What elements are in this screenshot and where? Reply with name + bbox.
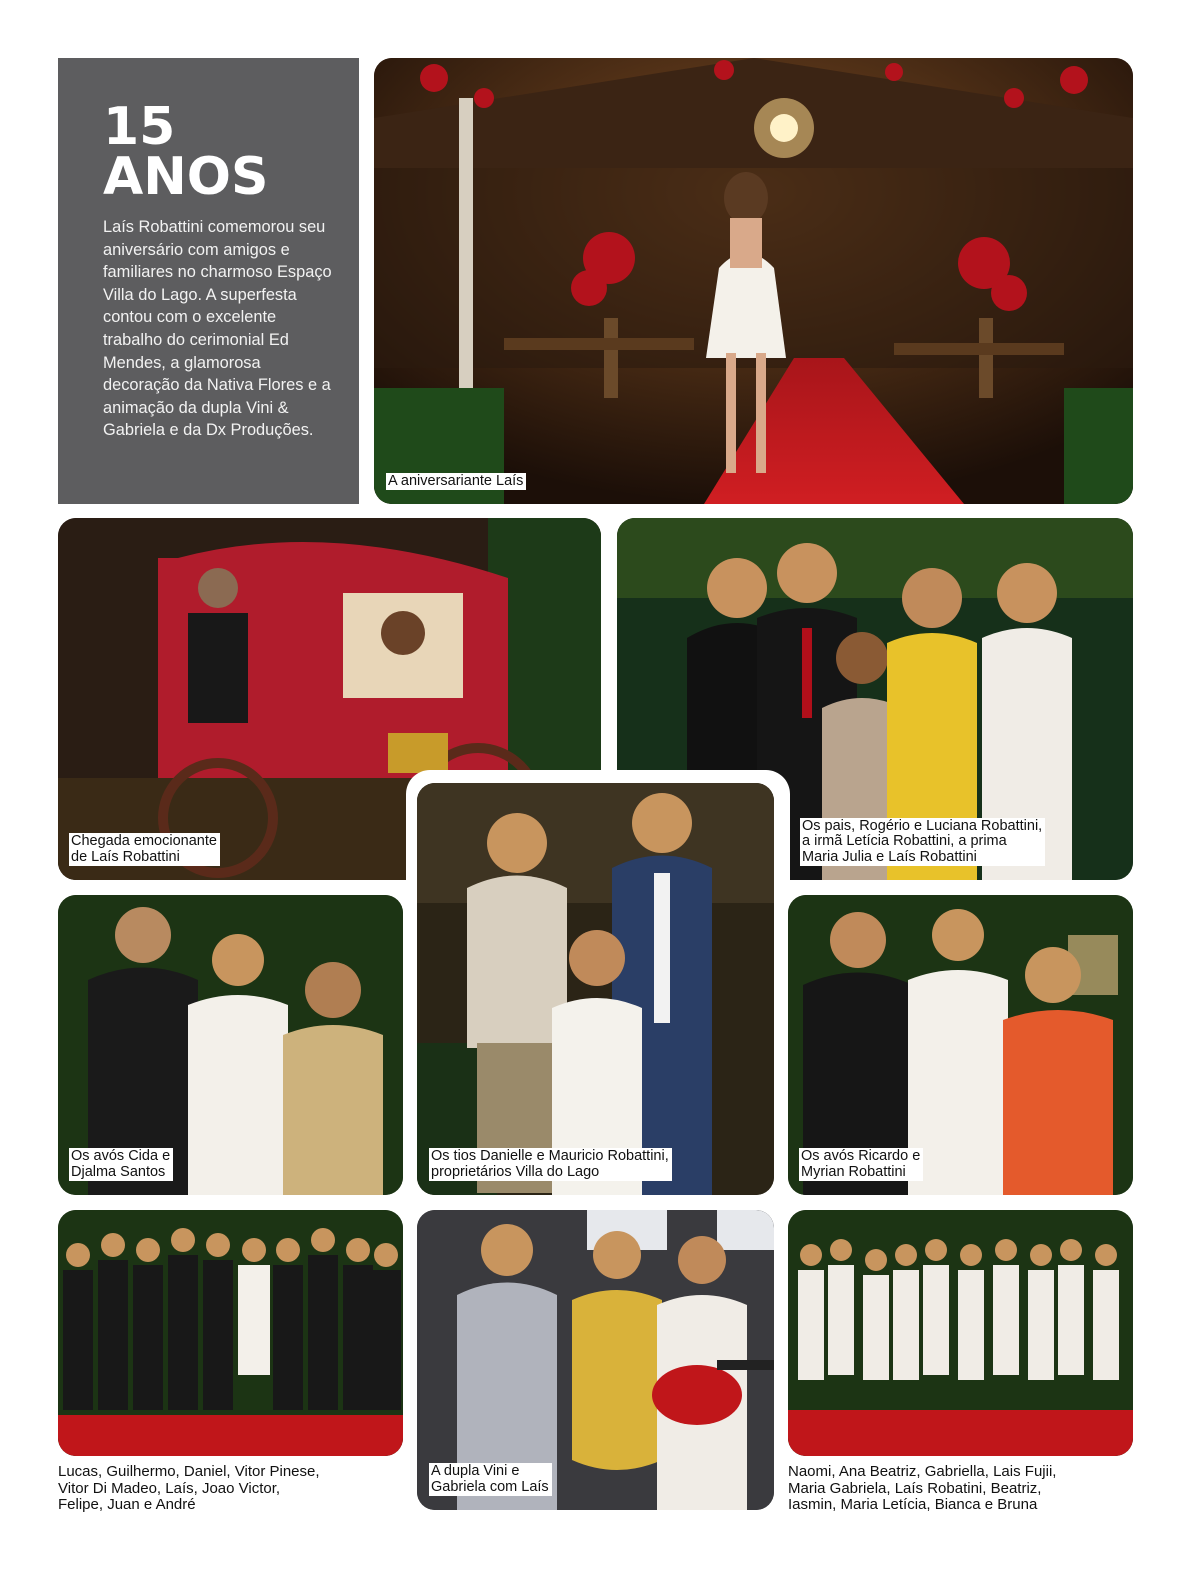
caption-line: Os pais, Rogério e Luciana Robattini, [802,817,1043,834]
caption-line: Vitor Di Madeo, Laís, Joao Victor, [58,1479,281,1497]
caption-band [429,1463,552,1496]
caption-parents [800,818,1045,867]
caption-line: Djalma Santos [71,1165,170,1181]
page-title [103,97,339,207]
caption-girls [788,1464,1056,1514]
photo-birthday-girl [374,58,1133,504]
caption-grandparents-robattini [799,1148,923,1181]
group-illustration [58,1210,403,1456]
caption-line: a irmã Letícia Robattini, a prima [802,834,1042,850]
photo-boys [58,1210,403,1456]
photo-band [417,1210,774,1510]
caption-carriage [69,833,220,866]
caption-line: Os tios Danielle e Mauricio Robattini, [431,1148,669,1164]
caption-line: Gabriela com Laís [431,1478,549,1495]
caption-main [386,473,526,491]
caption-line: proprietários Villa do Lago [431,1165,669,1181]
caption-line: Naomi, Ana Beatriz, Gabriella, Lais Fujii, [788,1463,1057,1480]
title-number: 15 [103,97,176,157]
photo-grandparents-robattini [788,895,1133,1195]
caption-line: Maria Gabriela, Laís Robatini, Beatriz, [788,1479,1042,1497]
photo-uncles [417,783,774,1195]
caption-line: Os avós Cida e [71,1148,171,1164]
scene-illustration [374,58,1133,504]
caption-grandparents-santos [69,1148,173,1181]
caption-line: Os avós Ricardo e [801,1148,921,1164]
caption-line: Felipe, Juan e André [58,1496,196,1513]
caption-line: Myrian Robattini [801,1165,920,1181]
intro-text: Laís Robattini comemorou seu aniversário com amigos e familiares no charmoso Espaço Villa do Lago. A superfesta contou com o excelente trabalho do cerimonial Ed Mendes, a glamorosa decoração da Nativa Flores e a animação da dupla Vini & Gabriela e da Dx Produções. [103,218,332,440]
caption-line: de Laís Robattini [71,850,217,866]
caption-line: A dupla Vini e [431,1464,549,1480]
group-illustration [788,1210,1133,1456]
caption-line: A aniversariante Laís [388,472,524,489]
caption-line: Lucas, Guilhermo, Daniel, Vitor Pinese, [58,1463,320,1480]
caption-uncles [429,1148,672,1181]
title-word: ANOS [103,147,269,207]
photo-girls [788,1210,1133,1456]
photo-grandparents-santos [58,895,403,1195]
caption-line: Chegada emocionante [71,833,217,849]
caption-line: Iasmin, Maria Letícia, Bianca e Bruna [788,1496,1038,1513]
intro-panel [58,58,359,504]
couple-illustration [417,783,774,1195]
caption-boys [58,1464,320,1514]
caption-line: Maria Julia e Laís Robattini [802,850,1042,866]
